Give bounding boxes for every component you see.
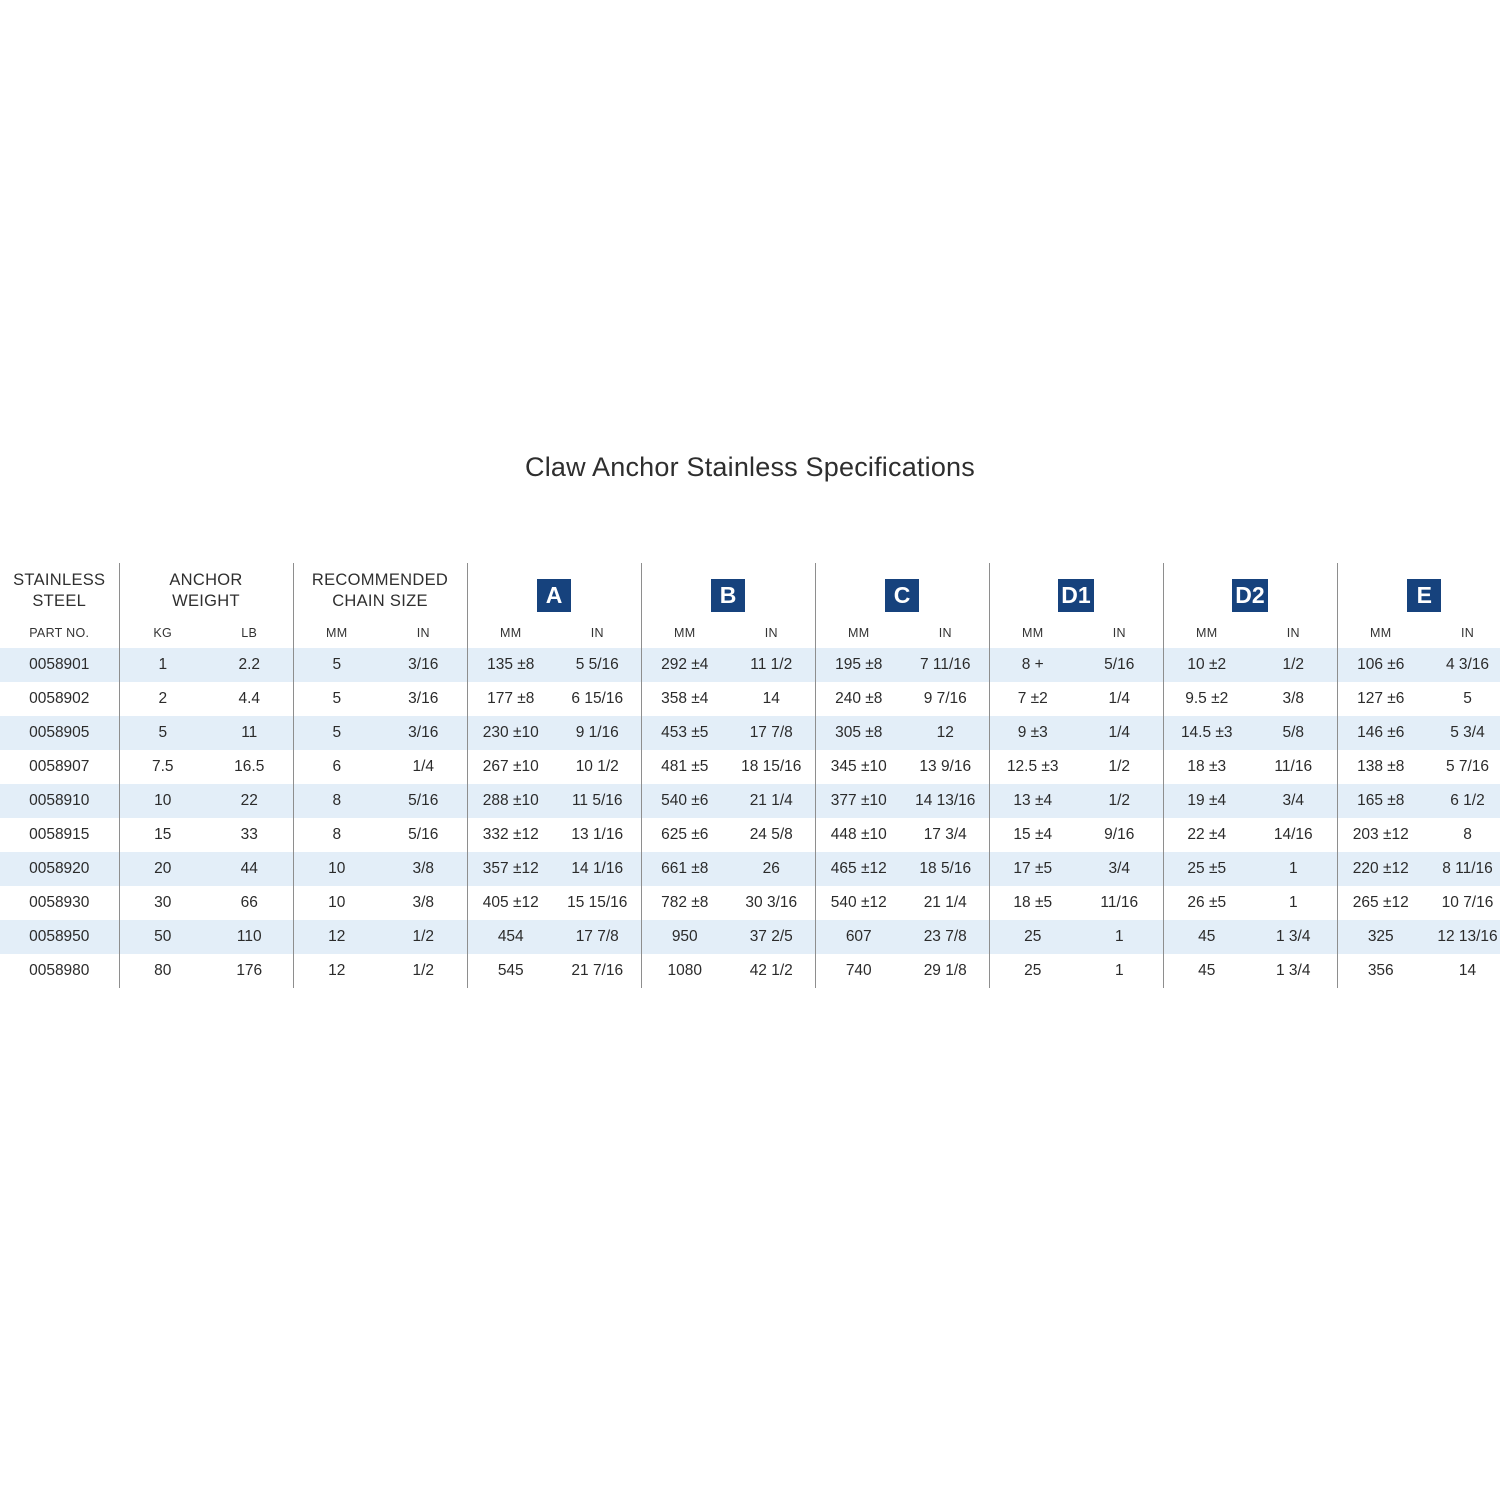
table-cell: 10 7/16: [1441, 894, 1494, 911]
table-cell: 540 ±12: [830, 894, 887, 911]
table-cell: 1: [1076, 954, 1163, 988]
table-cell: 21 7/16: [554, 954, 641, 988]
subheader-cell: IN: [554, 618, 641, 648]
table-cell: 66: [206, 886, 293, 920]
table-cell: 332 ±12: [482, 826, 539, 843]
table-cell: 540 ±6: [641, 784, 728, 818]
table-cell: 5 7/16: [1445, 758, 1490, 775]
table-cell: 1/4: [1076, 682, 1163, 716]
table-cell: 7.5: [151, 758, 174, 775]
table-cell: 8: [1463, 826, 1472, 843]
table-cell: 8: [332, 826, 342, 843]
page-title: Claw Anchor Stainless Specifications: [525, 452, 975, 482]
table-cell: 7 ±2: [1017, 690, 1048, 707]
table-cell: 230 ±10: [467, 716, 554, 750]
dimension-badge-e: E: [1407, 579, 1441, 612]
table-cell: 950: [641, 920, 728, 954]
table-cell: 25: [989, 920, 1076, 954]
table-cell: 3/8: [380, 886, 467, 920]
table-cell: 7 11/16: [902, 648, 989, 682]
table-cell: 5: [332, 690, 342, 707]
table-cell: 9 ±3: [989, 716, 1076, 750]
table-cell: 37 2/5: [728, 920, 815, 954]
table-cell: 240 ±8: [835, 690, 883, 707]
table-row: [0, 818, 1500, 852]
subheader-cell: MM: [500, 626, 522, 640]
part-number-cell: 0058910: [0, 784, 119, 818]
table-cell: 9 7/16: [902, 682, 989, 716]
table-row: [0, 954, 1500, 988]
table-cell: 14/16: [1250, 818, 1337, 852]
table-cell: 146 ±6: [1337, 716, 1424, 750]
table-cell: 24 5/8: [728, 818, 815, 852]
table-cell: 5/16: [380, 784, 467, 818]
subheader-cell: MM: [1196, 626, 1218, 640]
table-cell: 545: [497, 962, 524, 979]
subheader-cell: IN: [1076, 618, 1163, 648]
table-cell: 165 ±8: [1337, 784, 1424, 818]
part-number-cell: 0058905: [0, 716, 119, 750]
table-cell: 3/16: [380, 682, 467, 716]
table-cell: 29 1/8: [902, 954, 989, 988]
table-cell: 5/16: [380, 818, 467, 852]
table-cell: 607: [815, 920, 902, 954]
subheader-cell: IN: [902, 618, 989, 648]
table-cell: 135 ±8: [467, 648, 554, 682]
table-cell: 453 ±5: [641, 716, 728, 750]
table-cell: 25 ±5: [1163, 852, 1250, 886]
table-cell: 625 ±6: [661, 826, 709, 843]
table-cell: 1/2: [1076, 784, 1163, 818]
table-cell: 20: [119, 852, 206, 886]
table-cell: 50: [119, 920, 206, 954]
table-cell: 30: [154, 894, 172, 911]
table-cell: 22 ±4: [1187, 826, 1227, 843]
table-cell: 2.2: [206, 648, 293, 682]
table-cell: 4 3/16: [1424, 648, 1500, 682]
table-cell: 1 3/4: [1250, 954, 1337, 988]
table-cell: 6 1/2: [1424, 784, 1500, 818]
table-cell: 42 1/2: [728, 954, 815, 988]
table-cell: 177 ±8: [487, 690, 535, 707]
table-cell: 1/2: [380, 920, 467, 954]
table-cell: 195 ±8: [815, 648, 902, 682]
table-cell: 12 13/16: [1424, 920, 1500, 954]
table-row: [0, 886, 1500, 920]
subheader-cell: LB: [206, 618, 293, 648]
dimension-badge-d2: D2: [1232, 579, 1267, 612]
header-stainless-steel-line2: STEEL: [32, 591, 87, 610]
table-cell: 661 ±8: [641, 852, 728, 886]
header-chain-size: RECOMMENDED CHAIN SIZE: [293, 563, 467, 618]
table-cell: 110: [206, 920, 293, 954]
table-cell: 3/16: [380, 716, 467, 750]
table-cell: 2: [158, 690, 168, 707]
spec-table: [0, 563, 1500, 988]
dimension-badge-c: C: [885, 579, 919, 612]
table-cell: 30 3/16: [728, 886, 815, 920]
table-cell: 405 ±12: [482, 894, 539, 911]
table-cell: 127 ±6: [1357, 690, 1405, 707]
table-cell: 740: [845, 962, 872, 979]
table-cell: 12: [293, 920, 380, 954]
table-cell: 11/16: [1250, 750, 1337, 784]
subheader-cell: MM: [1370, 626, 1392, 640]
table-cell: 465 ±12: [815, 852, 902, 886]
table-cell: 138 ±8: [1357, 758, 1405, 775]
table-cell: 15: [154, 826, 172, 843]
table-cell: 220 ±12: [1337, 852, 1424, 886]
table-cell: 21 1/4: [728, 784, 815, 818]
table-cell: 17 ±5: [989, 852, 1076, 886]
table-cell: 18 ±5: [1013, 894, 1053, 911]
table-cell: 12: [902, 716, 989, 750]
part-number-cell: 0058915: [0, 818, 119, 852]
table-cell: 25: [1024, 962, 1042, 979]
table-cell: 26: [728, 852, 815, 886]
table-cell: 17 7/8: [728, 716, 815, 750]
table-cell: 14 13/16: [902, 784, 989, 818]
table-row: [0, 716, 1500, 750]
table-cell: 18 ±3: [1187, 758, 1227, 775]
table-cell: 3/4: [1250, 784, 1337, 818]
dimension-badge-b: B: [711, 579, 745, 612]
part-number-cell: 0058902: [0, 682, 119, 716]
table-cell: 9/16: [1076, 818, 1163, 852]
subheader-cell: PART NO.: [0, 618, 119, 648]
table-cell: 5: [119, 716, 206, 750]
table-cell: 17 3/4: [902, 818, 989, 852]
table-cell: 1: [1250, 886, 1337, 920]
table-cell: 12: [328, 962, 346, 979]
table-cell: 3/8: [380, 852, 467, 886]
table-cell: 4.4: [206, 682, 293, 716]
table-cell: 5: [1463, 690, 1472, 707]
table-cell: 1: [1076, 920, 1163, 954]
table-cell: 16.5: [206, 750, 293, 784]
table-cell: 1/2: [1076, 750, 1163, 784]
table-cell: 12.5 ±3: [1006, 758, 1059, 775]
table-cell: 10 1/2: [554, 750, 641, 784]
part-number-cell: 0058920: [0, 852, 119, 886]
table-cell: 782 ±8: [661, 894, 709, 911]
table-cell: 45: [1198, 962, 1216, 979]
table-cell: 454: [467, 920, 554, 954]
table-cell: 14: [1458, 962, 1477, 979]
table-cell: 15 15/16: [554, 886, 641, 920]
table-cell: 265 ±12: [1352, 894, 1409, 911]
header-stainless-steel-line1: STAINLESS: [13, 570, 106, 589]
table-cell: 18 15/16: [728, 750, 815, 784]
table-cell: 15 ±4: [1013, 826, 1053, 843]
table-cell: 305 ±8: [815, 716, 902, 750]
table-cell: 9 1/16: [554, 716, 641, 750]
table-cell: 5: [293, 648, 380, 682]
table-cell: 10: [293, 852, 380, 886]
table-cell: 325: [1337, 920, 1424, 954]
table-row: [0, 852, 1500, 886]
table-cell: 6 15/16: [554, 682, 641, 716]
table-cell: 8 +: [989, 648, 1076, 682]
table-cell: 3/16: [380, 648, 467, 682]
table-cell: 11 1/2: [728, 648, 815, 682]
table-cell: 5 5/16: [554, 648, 641, 682]
table-cell: 10: [119, 784, 206, 818]
dimension-badge-a: A: [537, 579, 571, 612]
table-cell: 33: [206, 818, 293, 852]
table-cell: 345 ±10: [830, 758, 887, 775]
table-cell: 1/4: [380, 750, 467, 784]
table-cell: 292 ±4: [641, 648, 728, 682]
subheader-cell: MM: [848, 626, 870, 640]
subheader-cell: MM: [674, 626, 696, 640]
table-cell: 6: [332, 758, 342, 775]
table-cell: 14.5 ±3: [1163, 716, 1250, 750]
table-cell: 8: [293, 784, 380, 818]
table-cell: 448 ±10: [830, 826, 887, 843]
table-cell: 3/4: [1076, 852, 1163, 886]
subheader-cell: KG: [153, 626, 173, 640]
table-cell: 1: [119, 648, 206, 682]
table-row: [0, 750, 1500, 784]
subheader-cell: IN: [1460, 626, 1475, 640]
table-cell: 203 ±12: [1352, 826, 1409, 843]
table-cell: 106 ±6: [1337, 648, 1424, 682]
table-cell: 1080: [667, 962, 702, 979]
table-cell: 1: [1250, 852, 1337, 886]
table-cell: 176: [206, 954, 293, 988]
part-number-cell: 0058980: [0, 954, 119, 988]
subheader-cell: IN: [380, 618, 467, 648]
table-row: [0, 920, 1500, 954]
dimension-badge-d1: D1: [1058, 579, 1093, 612]
table-cell: 5: [293, 716, 380, 750]
table-cell: 5 3/4: [1424, 716, 1500, 750]
table-cell: 44: [206, 852, 293, 886]
table-cell: 11/16: [1076, 886, 1163, 920]
table-cell: 13 9/16: [902, 750, 989, 784]
table-row: [0, 784, 1500, 818]
part-number-cell: 0058930: [0, 886, 119, 920]
table-cell: 13 1/16: [554, 818, 641, 852]
subheader-cell: IN: [1250, 618, 1337, 648]
table-cell: 10: [328, 894, 346, 911]
subheader-cell: MM: [1022, 626, 1044, 640]
table-cell: 481 ±5: [661, 758, 709, 775]
table-cell: 1/2: [380, 954, 467, 988]
table-row: [0, 682, 1500, 716]
table-cell: 19 ±4: [1163, 784, 1250, 818]
table-cell: 358 ±4: [661, 690, 709, 707]
subheader-cell: IN: [728, 618, 815, 648]
table-cell: 45: [1163, 920, 1250, 954]
table-cell: 267 ±10: [482, 758, 539, 775]
table-cell: 13 ±4: [989, 784, 1076, 818]
table-cell: 21 1/4: [902, 886, 989, 920]
table-cell: 1/4: [1076, 716, 1163, 750]
table-cell: 80: [154, 962, 172, 979]
table-cell: 357 ±12: [467, 852, 554, 886]
table-cell: 8 11/16: [1424, 852, 1500, 886]
table-cell: 23 7/8: [902, 920, 989, 954]
table-row: [0, 648, 1500, 682]
table-cell: 10 ±2: [1163, 648, 1250, 682]
table-cell: 288 ±10: [467, 784, 554, 818]
table-cell: 11: [206, 716, 293, 750]
table-cell: 11 5/16: [554, 784, 641, 818]
table-cell: 18 5/16: [902, 852, 989, 886]
table-cell: 26 ±5: [1187, 894, 1227, 911]
part-number-cell: 0058901: [0, 648, 119, 682]
table-cell: 356: [1367, 962, 1394, 979]
part-number-cell: 0058950: [0, 920, 119, 954]
subheader-cell: MM: [326, 626, 348, 640]
table-cell: 17 7/8: [554, 920, 641, 954]
table-cell: 377 ±10: [815, 784, 902, 818]
table-cell: 14: [728, 682, 815, 716]
table-cell: 3/8: [1250, 682, 1337, 716]
table-cell: 9.5 ±2: [1185, 690, 1229, 707]
table-cell: 1/2: [1250, 648, 1337, 682]
table-cell: 5/8: [1250, 716, 1337, 750]
header-stainless-steel: [0, 563, 119, 618]
header-anchor-weight: ANCHOR WEIGHT: [119, 563, 293, 618]
table-cell: 22: [206, 784, 293, 818]
table-cell: 1 3/4: [1250, 920, 1337, 954]
part-number-cell: 0058907: [0, 750, 119, 784]
table-cell: 5/16: [1076, 648, 1163, 682]
table-cell: 14 1/16: [554, 852, 641, 886]
